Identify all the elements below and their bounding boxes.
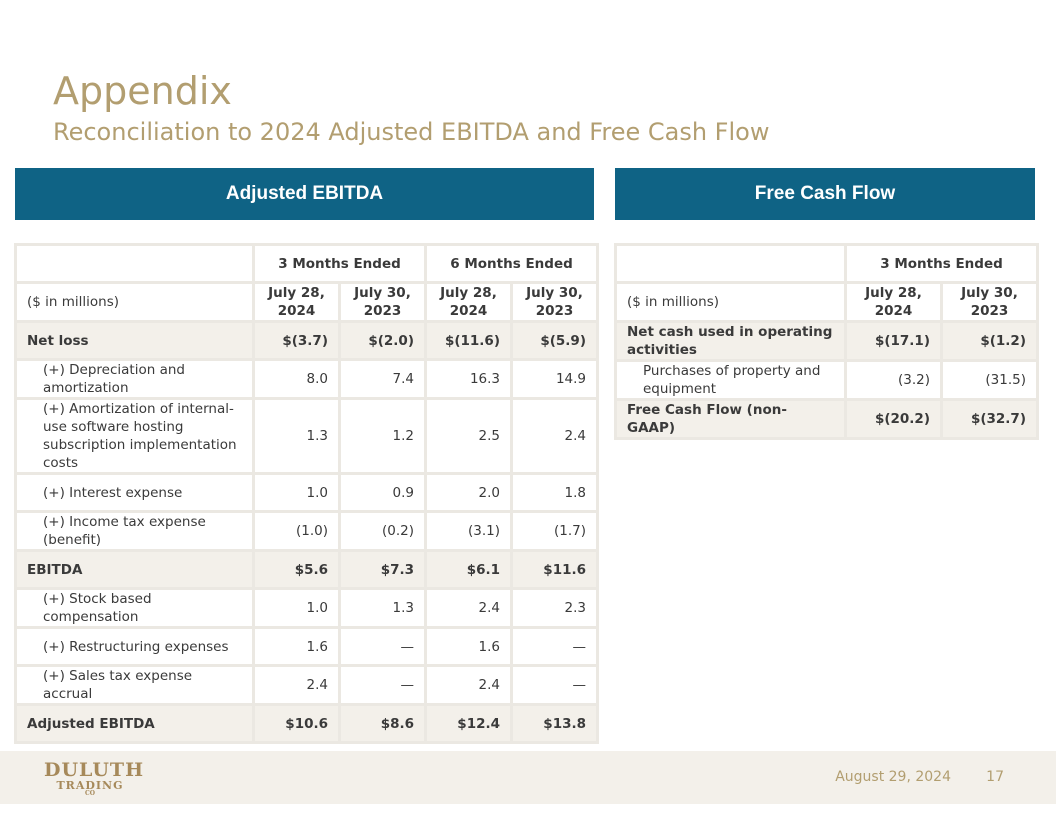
row-value: 1.0	[254, 474, 340, 512]
row-value: 2.4	[512, 399, 598, 474]
table-row	[16, 474, 598, 512]
row-value: $(5.9)	[512, 322, 598, 360]
row-value: —	[340, 666, 426, 705]
table-row	[16, 360, 598, 399]
column-header: July 28, 2024	[254, 283, 340, 322]
row-label: (+) Amortization of internal-use software hosting subscription implementation costs	[16, 399, 254, 474]
units-label: ($ in millions)	[16, 283, 254, 322]
row-value: 2.3	[512, 589, 598, 628]
group-header-3-months: 3 Months Ended	[846, 245, 1038, 283]
footer-date: August 29, 2024	[835, 769, 951, 785]
row-value: —	[512, 666, 598, 705]
row-value: (31.5)	[942, 361, 1038, 400]
ebitda-table	[14, 243, 599, 744]
row-value: $(20.2)	[846, 400, 942, 439]
column-header: July 28, 2024	[846, 283, 942, 322]
row-value: (0.2)	[340, 512, 426, 551]
row-value: 2.0	[426, 474, 512, 512]
table-row	[16, 322, 598, 360]
table-row	[16, 666, 598, 705]
row-value: $6.1	[426, 551, 512, 589]
row-label: Free Cash Flow (non-GAAP)	[616, 400, 846, 439]
row-value: 2.4	[426, 589, 512, 628]
table-row	[16, 512, 598, 551]
row-label: (+) Sales tax expense accrual	[16, 666, 254, 705]
row-value: $7.3	[340, 551, 426, 589]
row-label: Net cash used in operating activities	[616, 322, 846, 361]
row-value: $(11.6)	[426, 322, 512, 360]
row-label: (+) Income tax expense (benefit)	[16, 512, 254, 551]
row-value: 1.2	[340, 399, 426, 474]
page-subtitle: Reconciliation to 2024 Adjusted EBITDA and Free Cash Flow	[53, 118, 770, 146]
row-label: (+) Interest expense	[16, 474, 254, 512]
row-label: Net loss	[16, 322, 254, 360]
logo-line-2: TRADING	[56, 779, 124, 792]
row-value: 1.0	[254, 589, 340, 628]
row-value: (1.7)	[512, 512, 598, 551]
row-value: 2.4	[254, 666, 340, 705]
row-value: $(32.7)	[942, 400, 1038, 439]
page-title: Appendix	[53, 69, 232, 113]
row-label: (+) Stock based compensation	[16, 589, 254, 628]
row-label: Adjusted EBITDA	[16, 705, 254, 743]
column-header: July 28, 2024	[426, 283, 512, 322]
column-header: July 30, 2023	[942, 283, 1038, 322]
row-label: Purchases of property and equipment	[616, 361, 846, 400]
table-row	[16, 589, 598, 628]
column-header: July 30, 2023	[512, 283, 598, 322]
row-value: $(17.1)	[846, 322, 942, 361]
row-value: 1.6	[426, 628, 512, 666]
fcf-table	[614, 243, 1039, 440]
table-row	[16, 399, 598, 474]
row-value: 2.5	[426, 399, 512, 474]
group-header-6-months: 6 Months Ended	[426, 245, 598, 283]
row-value: —	[512, 628, 598, 666]
row-value: (1.0)	[254, 512, 340, 551]
page-number: 17	[986, 769, 1004, 785]
units-label: ($ in millions)	[616, 283, 846, 322]
ebitda-banner: Adjusted EBITDA	[15, 168, 594, 220]
row-value: (3.1)	[426, 512, 512, 551]
row-value: $10.6	[254, 705, 340, 743]
table-row	[16, 628, 598, 666]
table-row	[16, 705, 598, 743]
row-value: 1.8	[512, 474, 598, 512]
table-column-header-row	[616, 283, 1038, 322]
column-header: July 30, 2023	[340, 283, 426, 322]
row-value: 2.4	[426, 666, 512, 705]
footer-bar	[0, 751, 1056, 804]
duluth-trading-logo	[44, 759, 145, 797]
table-group-header-row	[616, 245, 1038, 283]
table-column-header-row	[16, 283, 598, 322]
table-cell	[616, 245, 846, 283]
row-value: $(1.2)	[942, 322, 1038, 361]
row-value: $(2.0)	[340, 322, 426, 360]
row-value: $12.4	[426, 705, 512, 743]
row-value: $(3.7)	[254, 322, 340, 360]
row-value: $13.8	[512, 705, 598, 743]
row-value: $8.6	[340, 705, 426, 743]
row-label: (+) Restructuring expenses	[16, 628, 254, 666]
table-row	[616, 322, 1038, 361]
logo-line-3: CO	[84, 790, 95, 797]
table-row	[16, 551, 598, 589]
row-value: 1.6	[254, 628, 340, 666]
table-cell	[16, 245, 254, 283]
row-value: 14.9	[512, 360, 598, 399]
table-row	[616, 400, 1038, 439]
row-value: —	[340, 628, 426, 666]
row-value: 1.3	[254, 399, 340, 474]
fcf-banner: Free Cash Flow	[615, 168, 1035, 220]
table-group-header-row	[16, 245, 598, 283]
row-value: $11.6	[512, 551, 598, 589]
table-row	[616, 361, 1038, 400]
row-label: EBITDA	[16, 551, 254, 589]
row-label: (+) Depreciation and amortization	[16, 360, 254, 399]
row-value: 16.3	[426, 360, 512, 399]
row-value: 1.3	[340, 589, 426, 628]
row-value: 7.4	[340, 360, 426, 399]
row-value: (3.2)	[846, 361, 942, 400]
row-value: $5.6	[254, 551, 340, 589]
logo-line-1: DULUTH	[44, 759, 145, 781]
group-header-3-months: 3 Months Ended	[254, 245, 426, 283]
row-value: 8.0	[254, 360, 340, 399]
row-value: 0.9	[340, 474, 426, 512]
